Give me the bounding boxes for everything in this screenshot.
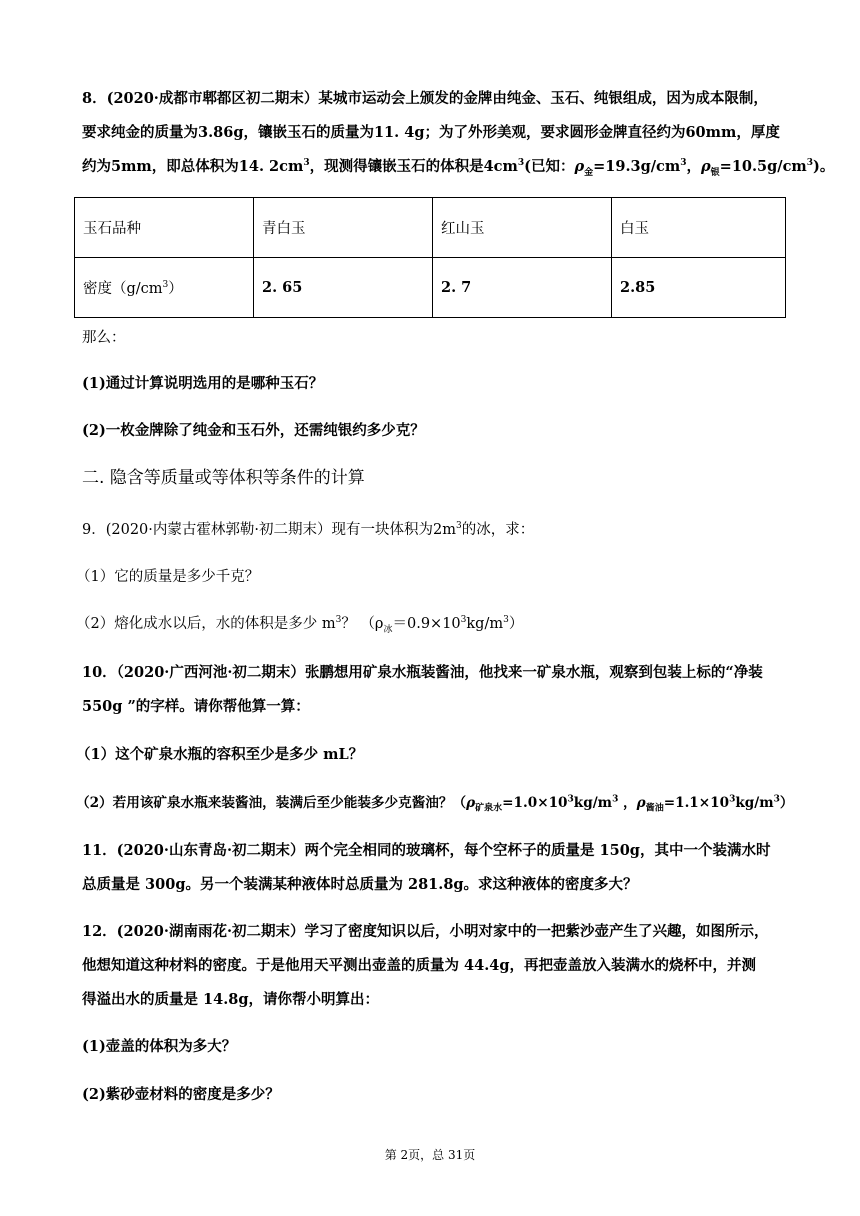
row-label-a: 密度（g/cm — [83, 281, 163, 297]
q8-sub1: (1)通过计算说明选用的是哪种玉石？ — [82, 375, 324, 392]
rho-water-val: =1.0×10 — [502, 795, 568, 811]
q8-line3 — [82, 157, 834, 177]
q9-line1 — [82, 520, 534, 540]
sup-3: 3 — [335, 615, 342, 626]
page-footer: 第 2页，总 31页 — [384, 1148, 476, 1162]
rho-oil-sub: 酱油 — [645, 803, 664, 814]
rho-gold-val: =19.3g/cm — [593, 158, 681, 175]
unit-kgm: kg/m — [735, 795, 774, 811]
q8-sub2: (2)一枚金牌除了纯金和玉石外，还需纯银约多少克？ — [82, 422, 425, 439]
q8-sep: ， — [686, 158, 701, 175]
sup-3: 3 — [503, 615, 509, 626]
table-row-label — [75, 258, 254, 318]
q10-sep: ， — [618, 795, 637, 811]
q12-sub1: (1)壶盖的体积为多大？ — [82, 1038, 237, 1055]
unit-kgm: kg/m — [573, 795, 613, 811]
q8-line3-a: 约为5mm，即总体积为14. 2cm — [82, 158, 304, 175]
q12-line2: 他想知道这种材料的密度。于是他用天平测出壶盖的质量为 44.4g，再把壶盖放入装满水的烧杯中，并测 — [82, 957, 756, 974]
q10-line1: 10．（2020·广西河池·初二期末）张鹏想用矿泉水瓶装酱油，他找来一矿泉水瓶，观察到包装上标的“净装 — [82, 664, 763, 681]
q9-sub2-b: ？ （ρ — [341, 616, 384, 632]
rho-symbol: ρ — [636, 795, 646, 811]
rho-symbol: ρ — [574, 158, 585, 175]
rho-silver-val: =10.5g/cm — [719, 158, 807, 175]
table-cell: 2.85 — [612, 258, 786, 318]
q8-line3-end: )。 — [813, 158, 835, 175]
rho-oil-val: =1.1×10 — [663, 795, 730, 811]
q8-line3-c: (已知： — [524, 158, 575, 175]
q11-line2: 总质量是 300g。另一个装满某种液体时总质量为 281.8g。求这种液体的密度多大？ — [82, 876, 638, 893]
q12-line3: 得溢出水的质量是 14.8g，请你帮小明算出： — [82, 991, 380, 1008]
table-header-cell: 玉石品种 — [75, 198, 254, 258]
q9-sub2-d: kg/m — [466, 616, 504, 632]
rho-symbol: ρ — [701, 158, 711, 175]
rho-silver-sub: 银 — [710, 167, 720, 178]
q9-line1-b: 的冰，求： — [461, 522, 535, 538]
rho-symbol: ρ — [466, 795, 476, 811]
q10-sub2-end: ） — [779, 795, 794, 811]
table-header-cell: 青白玉 — [254, 198, 433, 258]
sup-3: 3 — [517, 158, 525, 169]
q9-sub2-e: ） — [508, 616, 524, 632]
sup-3: 3 — [303, 158, 310, 169]
q12-sub2: (2)紫砂壶材料的密度是多少？ — [82, 1086, 280, 1103]
q9-sub2 — [76, 614, 523, 634]
table-row — [75, 258, 786, 318]
q10-sub2 — [76, 793, 793, 813]
sup-3: 3 — [162, 280, 169, 291]
sup-3: 3 — [680, 158, 687, 169]
rho-ice-sub: 冰 — [383, 624, 393, 635]
table-cell: 2. 65 — [254, 258, 433, 318]
sup-3: 3 — [806, 158, 814, 169]
q8-then: 那么： — [82, 330, 126, 346]
sup-3: 3 — [460, 615, 467, 626]
q10-sub2-a: （2）若用该矿泉水瓶来装酱油，装满后至少能装多少克酱油？（ — [76, 795, 467, 811]
rho-gold-sub: 金 — [584, 167, 594, 178]
q10-sub1: （1）这个矿泉水瓶的容积至少是多少 mL？ — [76, 746, 364, 763]
table-header-cell: 红山玉 — [433, 198, 612, 258]
row-label-b: ） — [168, 281, 183, 297]
table-header-cell: 白玉 — [612, 198, 786, 258]
q8-line3-b: ，现测得镶嵌玉石的体积是4cm — [309, 158, 518, 175]
q9-sub2-c: ＝0.9×10 — [392, 616, 461, 632]
q9-sub1: （1）它的质量是多少千克？ — [76, 569, 260, 585]
jade-density-table — [74, 197, 786, 318]
table-row — [75, 198, 786, 258]
sup-3: 3 — [455, 521, 462, 532]
q11-line1: 11．(2020·山东青岛·初二期末）两个完全相同的玻璃杯，每个空杯子的质量是 150g，其中一个装满水时 — [82, 842, 771, 859]
table-cell: 2. 7 — [433, 258, 612, 318]
sup-3: 3 — [612, 794, 619, 805]
q10-line2: 550g ”的字样。请你帮他算一算： — [82, 698, 310, 715]
q9-sub2-a: （2）熔化成水以后，水的体积是多少 m — [76, 616, 336, 632]
q12-line1: 12．(2020·湖南雨花·初二期末）学习了密度知识以后，小明对家中的一把紫沙壶产生了兴趣，如图所示， — [82, 923, 769, 940]
section-heading: 二. 隐含等质量或等体积等条件的计算 — [82, 468, 365, 488]
sup-3: 3 — [773, 794, 780, 805]
q8-line2: 要求纯金的质量为3.86g，镶嵌玉石的质量为11. 4g；为了外形美观，要求圆形金牌直径约为60mm，厚度 — [82, 124, 780, 141]
sup-3: 3 — [567, 794, 574, 805]
q9-line1-a: 9．(2020·内蒙古霍林郭勒·初二期末）现有一块体积为2m — [82, 522, 456, 538]
sup-3: 3 — [729, 794, 736, 805]
q8-line1: 8．(2020·成都市郫都区初二期末）某城市运动会上颁发的金牌由纯金、玉石、纯银组成，因为成本限制， — [82, 90, 768, 107]
rho-water-sub: 矿泉水 — [475, 803, 503, 814]
